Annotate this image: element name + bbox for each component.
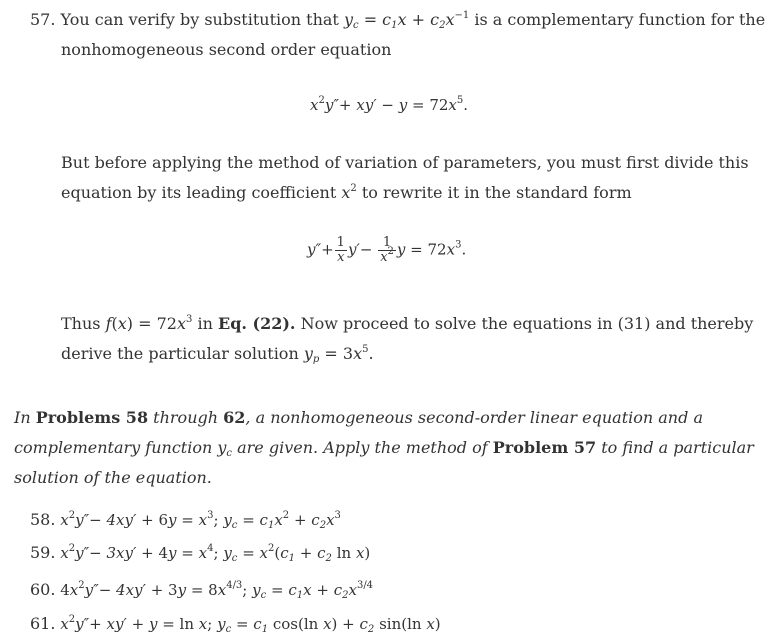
problem-61 (30, 614, 441, 633)
problems-58-reference[interactable]: Problems 58 (35, 408, 149, 427)
problem-61-equation: $x^2y''+ xy' + y = \ln x$; $y_c = c_1$ cos(ln $x) + c_2$ sin(ln x) (60, 614, 441, 635)
problem-59 (30, 543, 370, 562)
problem-59-number: 59. (30, 543, 56, 562)
problem-60 (30, 580, 373, 599)
problem-60-number: 60. (30, 580, 56, 599)
problem-57-line-2: nonhomogeneous second order equation (61, 40, 392, 59)
problem-57-line-1 (30, 10, 765, 29)
instructions-line-3: solution of the equation. (14, 468, 212, 487)
eq-22-reference[interactable]: Eq. (22). (218, 314, 296, 333)
problem-58 (30, 510, 341, 529)
equation-1: $x^2y''+ xy' - y = 72x^5$. (310, 95, 469, 114)
equation-2: y″+ $\frac{1}{x}$ y′− $\frac{1}{x^2}$ $y = 72x^3$. (307, 235, 467, 265)
problem-60-equation: $4x^2y''- 4xy' + 3y = 8x^{4/3}$; $y_c = c_1x + c_2x^{3/4}$ (60, 580, 374, 601)
problem-57-line-6: derive the particular solution $y_p = 3x^5$. (61, 344, 374, 365)
problem-62-reference[interactable]: 62 (223, 408, 246, 427)
problem-57-reference[interactable]: Problem 57 (492, 438, 597, 457)
problem-57-line1-post: is a complementary function for the (474, 10, 765, 29)
complementary-function-math: $y_c = c_1x + c_2x^{-1}$ (343, 10, 470, 31)
problem-61-number: 61. (30, 614, 56, 633)
problem-57-number: 57. (30, 10, 56, 29)
problem-57-line-3: But before applying the method of variation of parameters, you must first divide this (61, 153, 749, 172)
problem-58-number: 58. (30, 510, 56, 529)
instructions-line-2: complementary function $y_c$ are given. Apply the method of Problem 57 to find a particular (14, 438, 754, 459)
problem-59-equation: $x^2y''- 3xy' + 4y = x^4$; $y_c = x^2(c_1 + c_2$ ln x) (60, 543, 371, 564)
problem-57-line-5: Thus $f(x) = 72x^3$ in Eq. (22). Now proceed to solve the equations in (31) and thereby (61, 314, 754, 333)
problem-58-equation: $x^2y''- 4xy' + 6y = x^3$; $y_c = c_1x^2 + c_2x^3$ (60, 510, 341, 531)
problem-57-line-4: equation by its leading coefficient $x^2$ to rewrite it in the standard form (61, 183, 632, 202)
instructions-line-1: In Problems 58 through 62, a nonhomogeneous second-order linear equation and a (14, 408, 703, 427)
problem-57-line1-pre: You can verify by substitution that (60, 10, 339, 29)
